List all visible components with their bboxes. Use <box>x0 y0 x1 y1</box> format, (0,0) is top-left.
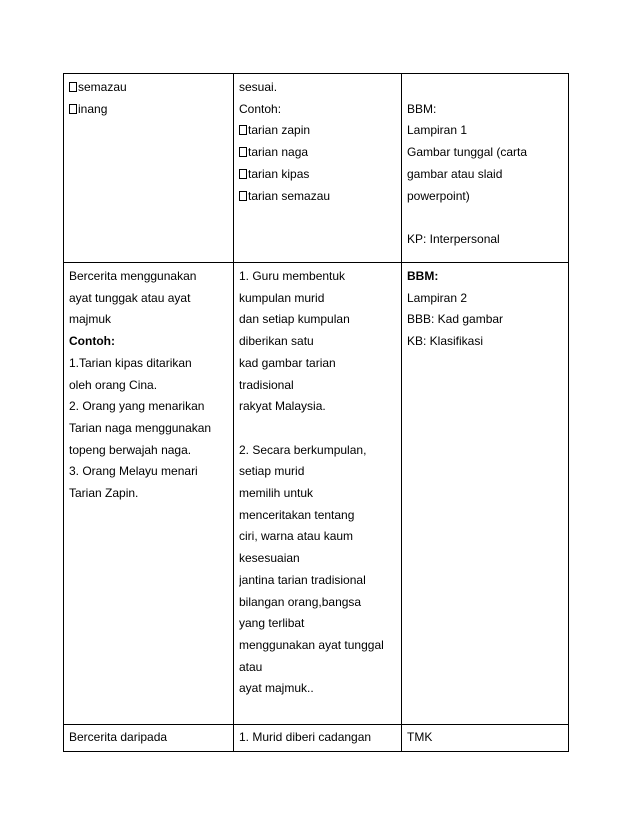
cell-text: kumpulan murid <box>239 290 325 305</box>
bullet-text: tarian kipas <box>248 166 310 181</box>
row1-col3-cell <box>402 74 569 263</box>
bullet-text: tarian semazau <box>248 188 331 203</box>
cell-text: 1. Guru membentuk <box>239 269 346 283</box>
cell-text: Bercerita daripada <box>69 730 168 744</box>
example-label: Contoh: <box>69 334 115 349</box>
row3-col2-cell <box>234 725 402 752</box>
missing-glyph-bullet-icon <box>239 147 247 157</box>
cell-text: BBM: <box>407 101 437 116</box>
cell-text: oleh orang Cina. <box>69 377 158 392</box>
list-item <box>239 164 396 186</box>
table-row <box>64 725 569 752</box>
cell-text: ayat majmuk.. <box>239 681 314 696</box>
row1-col2-cell <box>234 74 402 263</box>
cell-text: Gambar tunggal (carta <box>407 145 528 160</box>
row3-col3-cell <box>402 725 569 752</box>
cell-text: KP: Interpersonal <box>407 231 500 246</box>
missing-glyph-bullet-icon <box>69 82 77 92</box>
spacer <box>407 207 563 229</box>
table-row <box>64 74 569 263</box>
spacer <box>239 418 396 440</box>
bbm-label: BBM: <box>407 269 439 283</box>
cell-text: TMK <box>407 730 433 744</box>
cell-text: majmuk <box>69 312 112 327</box>
cell-text: 2. Orang yang menarikan <box>69 399 205 414</box>
table-row <box>64 263 569 725</box>
row2-col1-cell <box>64 263 234 725</box>
list-item <box>239 120 396 142</box>
cell-text: setiap murid <box>239 464 305 479</box>
cell-text: memilih untuk <box>239 486 314 501</box>
cell-text: Bercerita menggunakan <box>69 269 197 283</box>
cell-text: ayat tunggak atau ayat <box>69 290 191 305</box>
cell-text: tradisional <box>239 377 294 392</box>
cell-text: 2. Secara berkumpulan, <box>239 442 367 457</box>
cell-text: gambar atau slaid <box>407 166 503 181</box>
example-label: Contoh: <box>239 101 282 116</box>
cell-text: dan setiap kumpulan <box>239 312 350 327</box>
row2-col3-cell <box>402 263 569 725</box>
bullet-text: tarian zapin <box>248 123 311 138</box>
cell-text: KB: Klasifikasi <box>407 334 484 349</box>
cell-text: menggunakan ayat tunggal <box>239 637 384 652</box>
spacer <box>407 77 563 99</box>
cell-text: 1. Murid diberi cadangan <box>239 730 372 744</box>
cell-text: yang terlibat <box>239 616 305 631</box>
cell-text: BBB: Kad gambar <box>407 312 504 327</box>
cell-text: Tarian Zapin. <box>69 486 139 501</box>
row1-col1-cell <box>64 74 234 263</box>
cell-text: ciri, warna atau kaum <box>239 529 354 544</box>
missing-glyph-bullet-icon <box>239 169 247 179</box>
bullet-text: inang <box>78 101 108 116</box>
lesson-plan-table <box>63 73 569 752</box>
row3-col1-cell <box>64 725 234 752</box>
bullet-text: tarian naga <box>248 145 309 160</box>
cell-text: diberikan satu <box>239 334 314 349</box>
cell-text: Lampiran 1 <box>407 123 468 138</box>
list-item <box>69 77 228 99</box>
cell-text: rakyat Malaysia. <box>239 399 326 414</box>
row2-col2-cell <box>234 263 402 725</box>
list-item <box>69 99 228 121</box>
missing-glyph-bullet-icon <box>239 125 247 135</box>
cell-text: Tarian naga menggunakan <box>69 420 212 435</box>
cell-text: 3. Orang Melayu menari <box>69 464 198 479</box>
cell-text: sesuai. <box>239 80 278 94</box>
cell-text: 1.Tarian kipas ditarikan <box>69 355 192 370</box>
cell-text: kad gambar tarian <box>239 355 336 370</box>
missing-glyph-bullet-icon <box>69 104 77 114</box>
cell-text: kesesuaian <box>239 551 300 566</box>
bullet-text: semazau <box>78 80 127 94</box>
cell-text: jantina tarian tradisional <box>239 572 366 587</box>
cell-text: topeng berwajah naga. <box>69 442 192 457</box>
missing-glyph-bullet-icon <box>239 191 247 201</box>
cell-text: bilangan orang,bangsa <box>239 594 362 609</box>
cell-text: atau <box>239 659 263 674</box>
cell-text: powerpoint) <box>407 188 470 203</box>
list-item <box>239 142 396 164</box>
cell-text: Lampiran 2 <box>407 290 468 305</box>
cell-text: menceritakan tentang <box>239 507 355 522</box>
list-item <box>239 186 396 208</box>
